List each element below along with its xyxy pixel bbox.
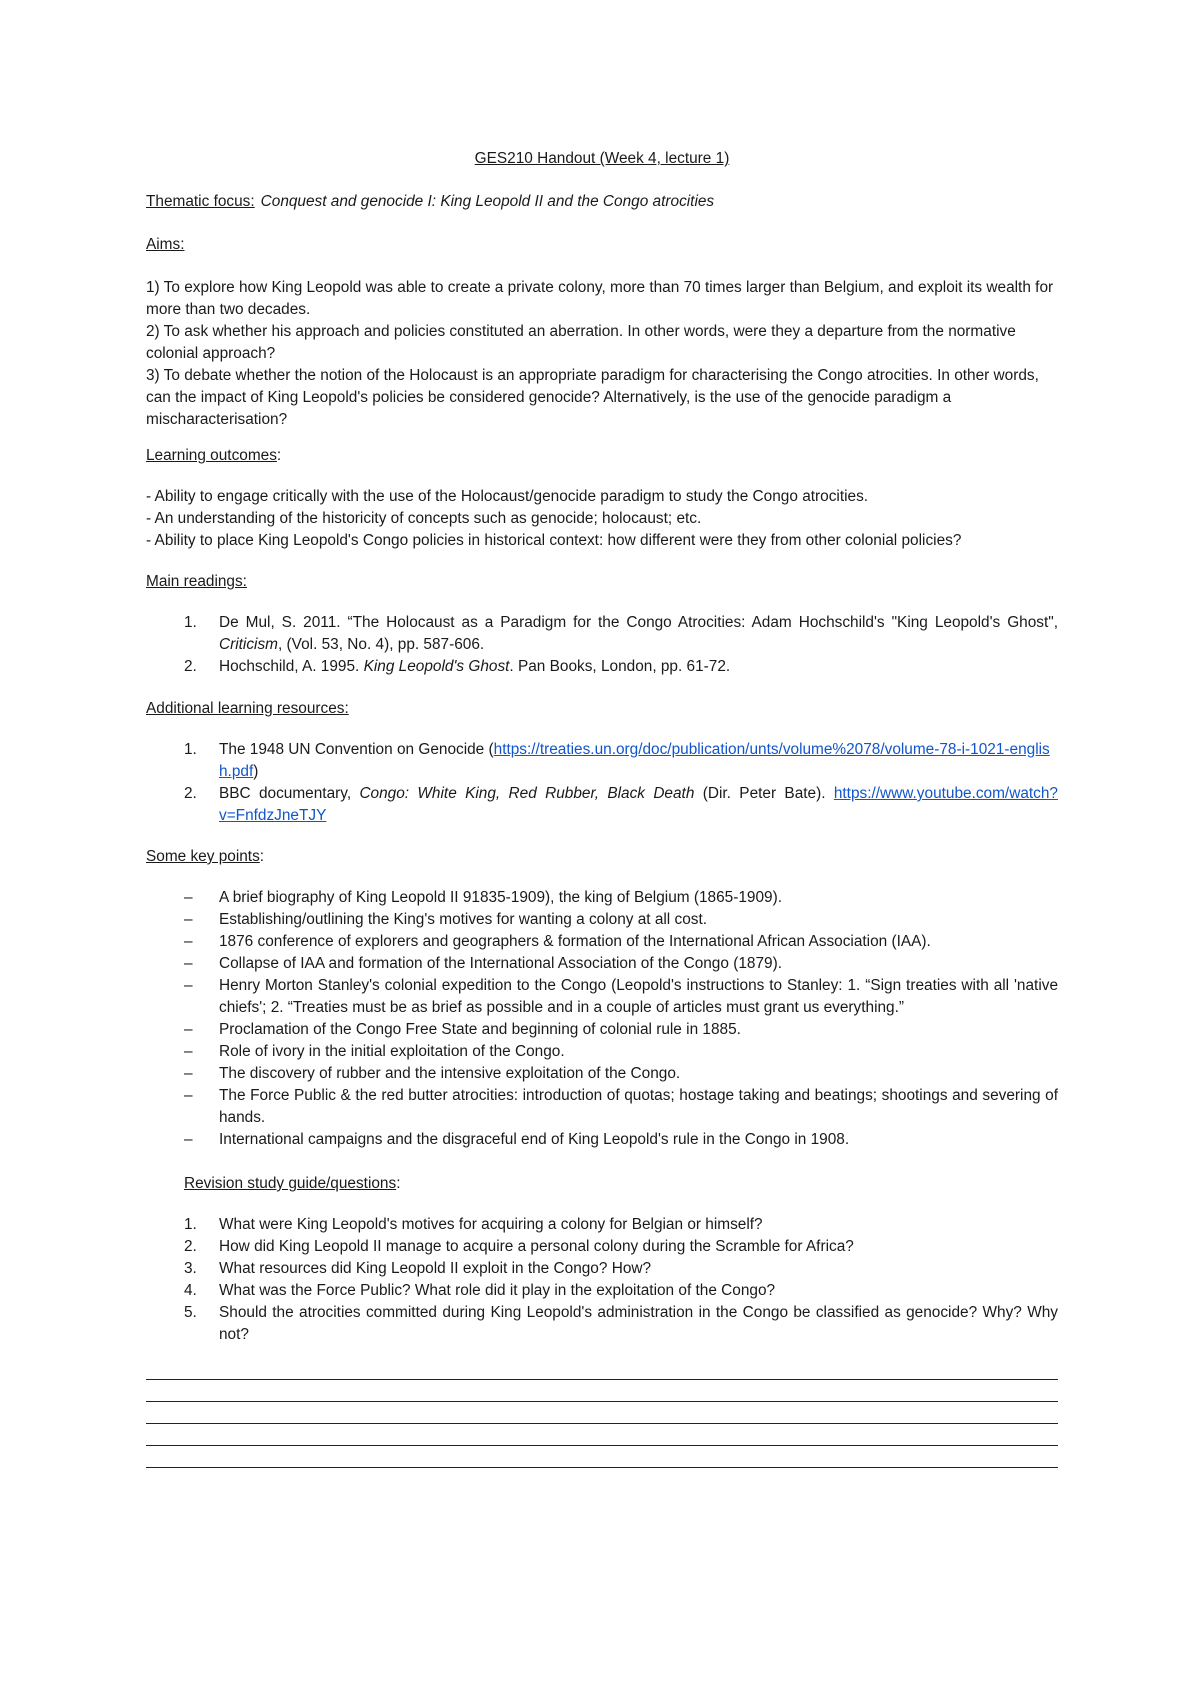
reading-details: , (Vol. 53, No. 4), pp. 587-606. xyxy=(278,636,485,653)
reading-item xyxy=(146,612,1058,656)
keypoint-text: 1876 conference of explorers and geographers & formation of the International African Association (IAA). xyxy=(219,933,931,950)
outcome-item: - An understanding of the historicity of concepts such as genocide; holocaust; etc. xyxy=(146,510,702,527)
outcomes-heading-row xyxy=(146,445,1058,467)
aim-item: 3) To debate whether the notion of the Holocaust is an appropriate paradigm for characterising the Congo atrocities. In other words, can the impact of King Leopold's policies be considered genocide? Alternatively, is the use of the genocide paradigm a mischaracterisation? xyxy=(146,367,1039,428)
answer-line[interactable] xyxy=(146,1424,1058,1446)
readings-list xyxy=(146,612,1058,678)
dash-marker: – xyxy=(184,1065,193,1082)
reading-item xyxy=(146,656,1058,678)
keypoint-text: Proclamation of the Congo Free State and beginning of colonial rule in 1885. xyxy=(219,1021,741,1038)
question-number: 3. xyxy=(184,1260,197,1277)
question-text: Should the atrocities committed during King Leopold's administration in the Congo be classified as genocide? Why? Why not? xyxy=(219,1304,1058,1343)
keypoint-item xyxy=(146,909,1058,931)
keypoint-item xyxy=(146,953,1058,975)
document-content xyxy=(146,148,1058,1468)
question-text: How did King Leopold II manage to acquire a personal colony during the Scramble for Africa? xyxy=(219,1238,854,1255)
keypoint-text: The Force Public & the red butter atrocities: introduction of quotas; hostage taking and beatings; shootings and severing of hands. xyxy=(219,1087,1058,1126)
dash-marker: – xyxy=(184,911,193,928)
dash-marker: – xyxy=(184,1021,193,1038)
resources-heading: Additional learning resources: xyxy=(146,700,349,717)
aim-item: 1) To explore how King Leopold was able to create a private colony, more than 70 times larger than Belgium, and exploit its wealth for more than two decades. xyxy=(146,279,1054,318)
resource-text: The 1948 UN Convention on Genocide ( xyxy=(219,741,494,758)
keypoint-item xyxy=(146,1019,1058,1041)
answer-line[interactable] xyxy=(146,1380,1058,1402)
keypoint-text: Role of ivory in the initial exploitation of the Congo. xyxy=(219,1043,565,1060)
keypoint-item xyxy=(146,975,1058,1019)
thematic-focus xyxy=(146,191,1058,213)
keypoint-item xyxy=(146,1063,1058,1085)
resources-list xyxy=(146,739,1058,827)
answer-lines xyxy=(146,1358,1058,1468)
reading-text: De Mul, S. 2011. “The Holocaust as a Paradigm for the Congo Atrocities: Adam Hochschild's "King Leopold's Ghost", xyxy=(219,614,1058,631)
resource-number: 2. xyxy=(184,785,197,802)
question-number: 2. xyxy=(184,1238,197,1255)
keypoint-item xyxy=(146,1041,1058,1063)
question-item xyxy=(146,1258,1058,1280)
outcomes-colon: : xyxy=(276,447,282,464)
reading-journal: Criticism xyxy=(219,636,278,653)
question-item xyxy=(146,1236,1058,1258)
revision-list xyxy=(146,1214,1058,1346)
reading-book: King Leopold's Ghost xyxy=(363,658,510,675)
answer-line[interactable] xyxy=(146,1402,1058,1424)
question-text: What resources did King Leopold II exploit in the Congo? How? xyxy=(219,1260,652,1277)
keypoint-item xyxy=(146,1129,1058,1151)
keypoint-text: Establishing/outlining the King's motives for wanting a colony at all cost. xyxy=(219,911,708,928)
keypoint-item xyxy=(146,931,1058,953)
aims-heading: Aims: xyxy=(146,236,185,253)
answer-line[interactable] xyxy=(146,1446,1058,1468)
question-number: 1. xyxy=(184,1216,197,1233)
revision-heading-row xyxy=(146,1173,1058,1195)
keypoints-heading: Some key points xyxy=(146,848,260,865)
reading-number: 2. xyxy=(184,658,197,675)
keypoint-text: Henry Morton Stanley's colonial expedition to the Congo (Leopold's instructions to Stanley: 1. “Sign treaties with all 'native chiefs'; 2. “Treaties must be as brief as possible and in a couple of articles must grant us everything.” xyxy=(219,977,1058,1016)
dash-marker: – xyxy=(184,933,193,950)
reading-text: Hochschild, A. 1995. xyxy=(219,658,364,675)
dash-marker: – xyxy=(184,889,193,906)
question-text: What was the Force Public? What role did it play in the exploitation of the Congo? xyxy=(219,1282,776,1299)
resource-number: 1. xyxy=(184,741,197,758)
keypoints-colon: : xyxy=(259,848,265,865)
un-convention-link[interactable]: https://treaties.un.org/doc/publication/unts/volume%2078/volume-78-i-1021-english.pdf xyxy=(219,741,1050,780)
keypoints-heading-row xyxy=(146,846,1058,868)
aim-item: 2) To ask whether his approach and policies constituted an aberration. In other words, were they a departure from the normative colonial approach? xyxy=(146,323,1016,362)
youtube-link[interactable]: https://www.youtube.com/watch?v=FnfdzJneTJY xyxy=(219,785,1058,824)
dash-marker: – xyxy=(184,1131,193,1148)
resource-text: BBC documentary, xyxy=(219,785,360,802)
keypoints-list xyxy=(146,887,1058,1151)
documentary-title: Congo: White King, Red Rubber, Black Death xyxy=(359,785,695,802)
outcome-item: - Ability to engage critically with the use of the Holocaust/genocide paradigm to study the Congo atrocities. xyxy=(146,488,869,505)
aims-list xyxy=(146,277,1058,431)
question-text: What were King Leopold's motives for acquiring a colony for Belgian or himself? xyxy=(219,1216,763,1233)
dash-marker: – xyxy=(184,955,193,972)
revision-heading: Revision study guide/questions xyxy=(184,1175,397,1192)
keypoint-item xyxy=(146,1085,1058,1129)
outcomes-heading: Learning outcomes xyxy=(146,447,277,464)
keypoint-text: International campaigns and the disgraceful end of King Leopold's rule in the Congo in 1908. xyxy=(219,1131,850,1148)
reading-details: . Pan Books, London, pp. 61-72. xyxy=(509,658,731,675)
readings-heading: Main readings: xyxy=(146,573,247,590)
resource-details: (Dir. Peter Bate). xyxy=(694,785,834,802)
thematic-focus-label: Thematic focus: xyxy=(146,193,255,210)
outcome-item: - Ability to place King Leopold's Congo policies in historical context: how different were they from other colonial policies? xyxy=(146,532,962,549)
outcomes-list xyxy=(146,486,1058,552)
question-item xyxy=(146,1302,1058,1346)
reading-number: 1. xyxy=(184,614,197,631)
question-number: 5. xyxy=(184,1304,197,1321)
dash-marker: – xyxy=(184,977,193,994)
question-item xyxy=(146,1280,1058,1302)
dash-marker: – xyxy=(184,1087,193,1104)
keypoint-item xyxy=(146,887,1058,909)
resource-text-end: ) xyxy=(253,763,259,780)
keypoint-text: Collapse of IAA and formation of the International Association of the Congo (1879). xyxy=(219,955,782,972)
keypoint-text: A brief biography of King Leopold II 91835-1909), the king of Belgium (1865-1909). xyxy=(219,889,782,906)
question-item xyxy=(146,1214,1058,1236)
revision-colon: : xyxy=(396,1175,401,1192)
keypoint-text: The discovery of rubber and the intensive exploitation of the Congo. xyxy=(219,1065,681,1082)
dash-marker: – xyxy=(184,1043,193,1060)
question-number: 4. xyxy=(184,1282,197,1299)
document-title: GES210 Handout (Week 4, lecture 1) xyxy=(474,150,730,167)
resource-item xyxy=(146,783,1058,827)
answer-line[interactable] xyxy=(146,1358,1058,1380)
thematic-focus-text: Conquest and genocide I: King Leopold II and the Congo atrocities xyxy=(260,193,715,210)
resource-item xyxy=(146,739,1058,783)
